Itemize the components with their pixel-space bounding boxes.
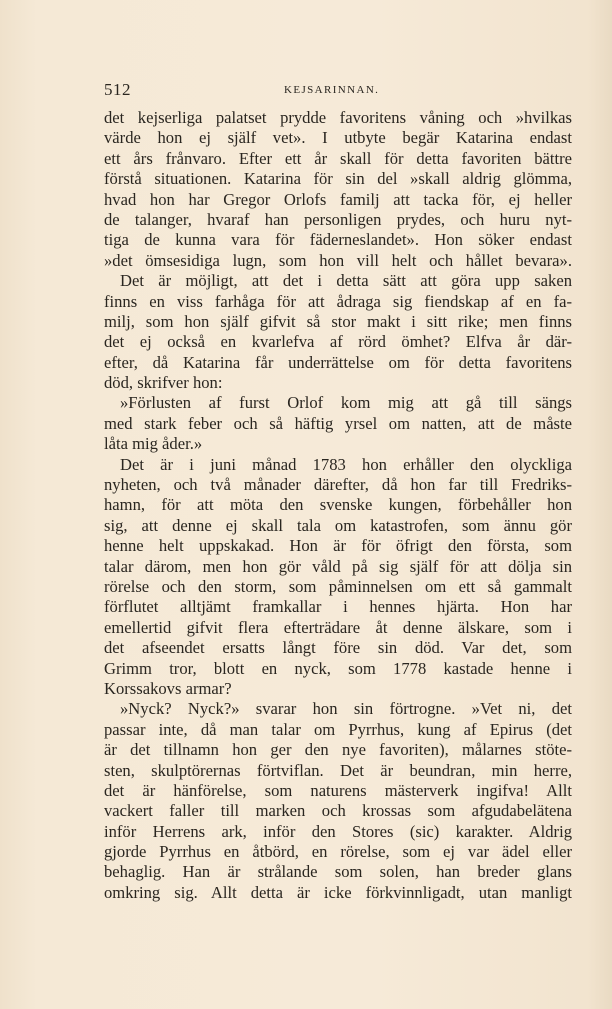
text-line: inför Herrens ark, inför den Stores (sic) karakter. Aldrig [104,821,572,841]
text-line: hamn, för att möta den svenske kungen, förbehåller hon [104,495,572,515]
text-line: det afseendet ersatts långt före sin död. Var det, som [104,638,572,658]
text-line: »Nyck? Nyck?» svarar hon sin förtrogne. »Vet ni, det [120,699,572,719]
text-line: värde hon ej själf vet». I utbyte begär Katarina endast [104,128,572,148]
text-line: Det är möjligt, att det i detta sätt att göra upp saken [120,271,572,291]
text-line: »det ömsesidiga lugn, som hon vill helt och hållet bevara». [104,250,572,270]
text-line: förstå situationen. Katarina för sin del »skall aldrig glömma, [104,169,572,189]
text-line: nyheten, och två månader därefter, då hon far till Fredriks- [104,475,572,495]
text-line: omkring sig. Allt detta är icke förkvinnligadt, utan manligt [104,882,572,902]
text-line: Grimm tror, blott en nyck, som 1778 kastade henne i [104,658,572,678]
text-line: sig, att denne ej skall tala om katastrofen, som ännu gör [104,515,572,535]
text-line: vackert faller till marken och krossas som afgudabelätena [104,801,572,821]
running-title: KEJSARINNAN. [284,84,380,96]
text-line: död, skrifver hon: [104,373,223,393]
text-line: gjorde Pyrrhus en åtbörd, en rörelse, som ej var ädel eller [104,842,572,862]
text-line: henne helt uppskakad. Hon är för öfrigt den första, som [104,536,572,556]
text-line: med stark feber och så häftig yrsel om natten, att de måste [104,413,572,433]
text-line: förflutet alltjämt framkallar i hennes hjärta. Hon har [104,597,572,617]
text-line: tiga de kunna vara för fäderneslandet». Hon söker endast [104,230,572,250]
text-line: emellertid gifvit flera efterträdare åt denne älskare, som i [104,617,572,637]
text-line: Det är i juni månad 1783 hon erhåller den olyckliga [120,454,572,474]
text-line: hvad hon har Gregor Orlofs familj att tacka för, ej heller [104,189,572,209]
page-number: 512 [104,80,131,99]
text-line: är det tillnamn hon ger den nye favoriten), målarnes stöte- [104,740,572,760]
text-line: milj, som hon själf gifvit så stor makt i sitt rike; men finns [104,311,572,331]
text-line: det kejserliga palatset prydde favoritens våning och »hvilkas [104,108,572,127]
page-header [104,80,572,100]
body-text [104,108,572,903]
text-line: »Förlusten af furst Orlof kom mig att gå till sängs [120,393,572,413]
text-line: det är hänförelse, som naturens mästerverk ingifva! Allt [104,780,572,800]
text-line: ett års frånvaro. Efter ett år skall för detta favoriten bättre [104,148,572,168]
text-line: sten, skulptörernas förtviflan. Det är beundran, min herre, [104,760,572,780]
text-line: talar därom, men hon gör våld på sig själf för att dölja sin [104,556,572,576]
text-line: de talanger, hvaraf han personligen prydes, och huru nyt- [104,209,572,229]
text-line: behaglig. Han är strålande som solen, han breder glans [104,862,572,882]
text-line: det ej också en kvarlefva af rörd ömhet? Elfva år där- [104,332,572,352]
text-line: finns en viss farhåga för att ådraga sig fiendskap af en fa- [104,291,572,311]
text-line: Korssakovs armar? [104,678,232,698]
text-line: passar inte, då man talar om Pyrrhus, kung af Epirus (det [104,719,572,739]
text-line: efter, då Katarina får underrättelse om för detta favoritens [104,352,572,372]
text-line: låta mig åder.» [104,434,203,454]
text-line: rörelse och den storm, som påminnelsen om ett så gammalt [104,576,572,596]
